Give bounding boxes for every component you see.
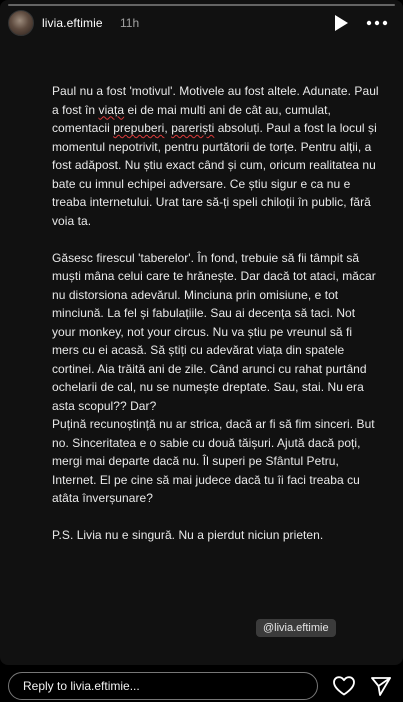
- spellcheck-word: pareriști: [171, 121, 215, 135]
- play-icon: [333, 14, 349, 32]
- paragraph-1-part-2: ei de mai multi ani de cât au, cumulat, comentacii: [52, 102, 331, 135]
- play-button[interactable]: [333, 14, 349, 32]
- reply-input[interactable]: [8, 672, 318, 700]
- paragraph-1-part-4: absoluți. Paul a fost la locul și momentul nepotrivit, pentru purtătorii de torțe. Pentru alții, a fost adăpost. Nu știu exact când și cum, oricum realitatea nu bate cu imnul echipei adversare. Ce știu sigur e ca nu e treaba internetului. Urat tare să-ți speli chiloții în public, fără voia ta.: [52, 121, 377, 228]
- mention-sticker[interactable]: @livia.eftimie: [256, 619, 336, 637]
- send-button[interactable]: [370, 675, 392, 697]
- more-icon: [365, 14, 389, 32]
- post-time: 11h: [120, 16, 140, 30]
- paragraph-1-part-1: Paul nu a fost 'motivul'. Motivele au fost altele. Adunate. Paul a fost în: [52, 84, 379, 117]
- more-options-button[interactable]: [365, 14, 389, 32]
- paragraph-1: [52, 82, 382, 230]
- paragraph-3: P.S. Livia nu e singură. Nu a pierdut niciun prieten.: [52, 528, 324, 542]
- heart-icon: [333, 676, 355, 696]
- spellcheck-word: viața: [98, 102, 125, 117]
- story-progress-bar: [8, 4, 395, 6]
- avatar[interactable]: [8, 10, 34, 36]
- story-footer: [0, 672, 403, 700]
- story-text: [52, 82, 382, 563]
- story-header: [8, 8, 395, 36]
- paragraph-1-part-3: ,: [164, 121, 172, 135]
- like-button[interactable]: [333, 676, 355, 696]
- username[interactable]: livia.eftimie: [42, 16, 103, 30]
- send-icon: [370, 675, 392, 697]
- paragraph-2: Găsesc firescul 'taberelor'. În fond, trebuie să fii tâmpit să muști mâna celui care te hrănește. Dar dacă tot ataci, măcar nu distorsiona adevărul. Minciuna prin omisiune, e tot minciună. La fel și fabulațiile. Sau ai decența să taci. Not your monkey, not your circus. Nu va știu pe vreunul să fi mers cu ei acasă. Să știți cu adevărat viața din spatele cortinei. Aia trăită ani de zile. Când arunci cu rahat purtând ochelarii de cal, nu se numește dreptate. Sau, stai. Nu era asta scopul?? Dar? Puțină recunoștință nu ar strica, dacă ar fi să fim sinceri. But no. Sinceritatea e o sabie cu două tăișuri. Ajută dacă poți, mergi mai departe dacă nu. Îl superi pe Sfântul Petru, Internet. El pe cine să mai judece dacă tu îi faci treaba cu atâta înverșunare?: [52, 250, 376, 505]
- spellcheck-word: prepuberi: [113, 121, 165, 135]
